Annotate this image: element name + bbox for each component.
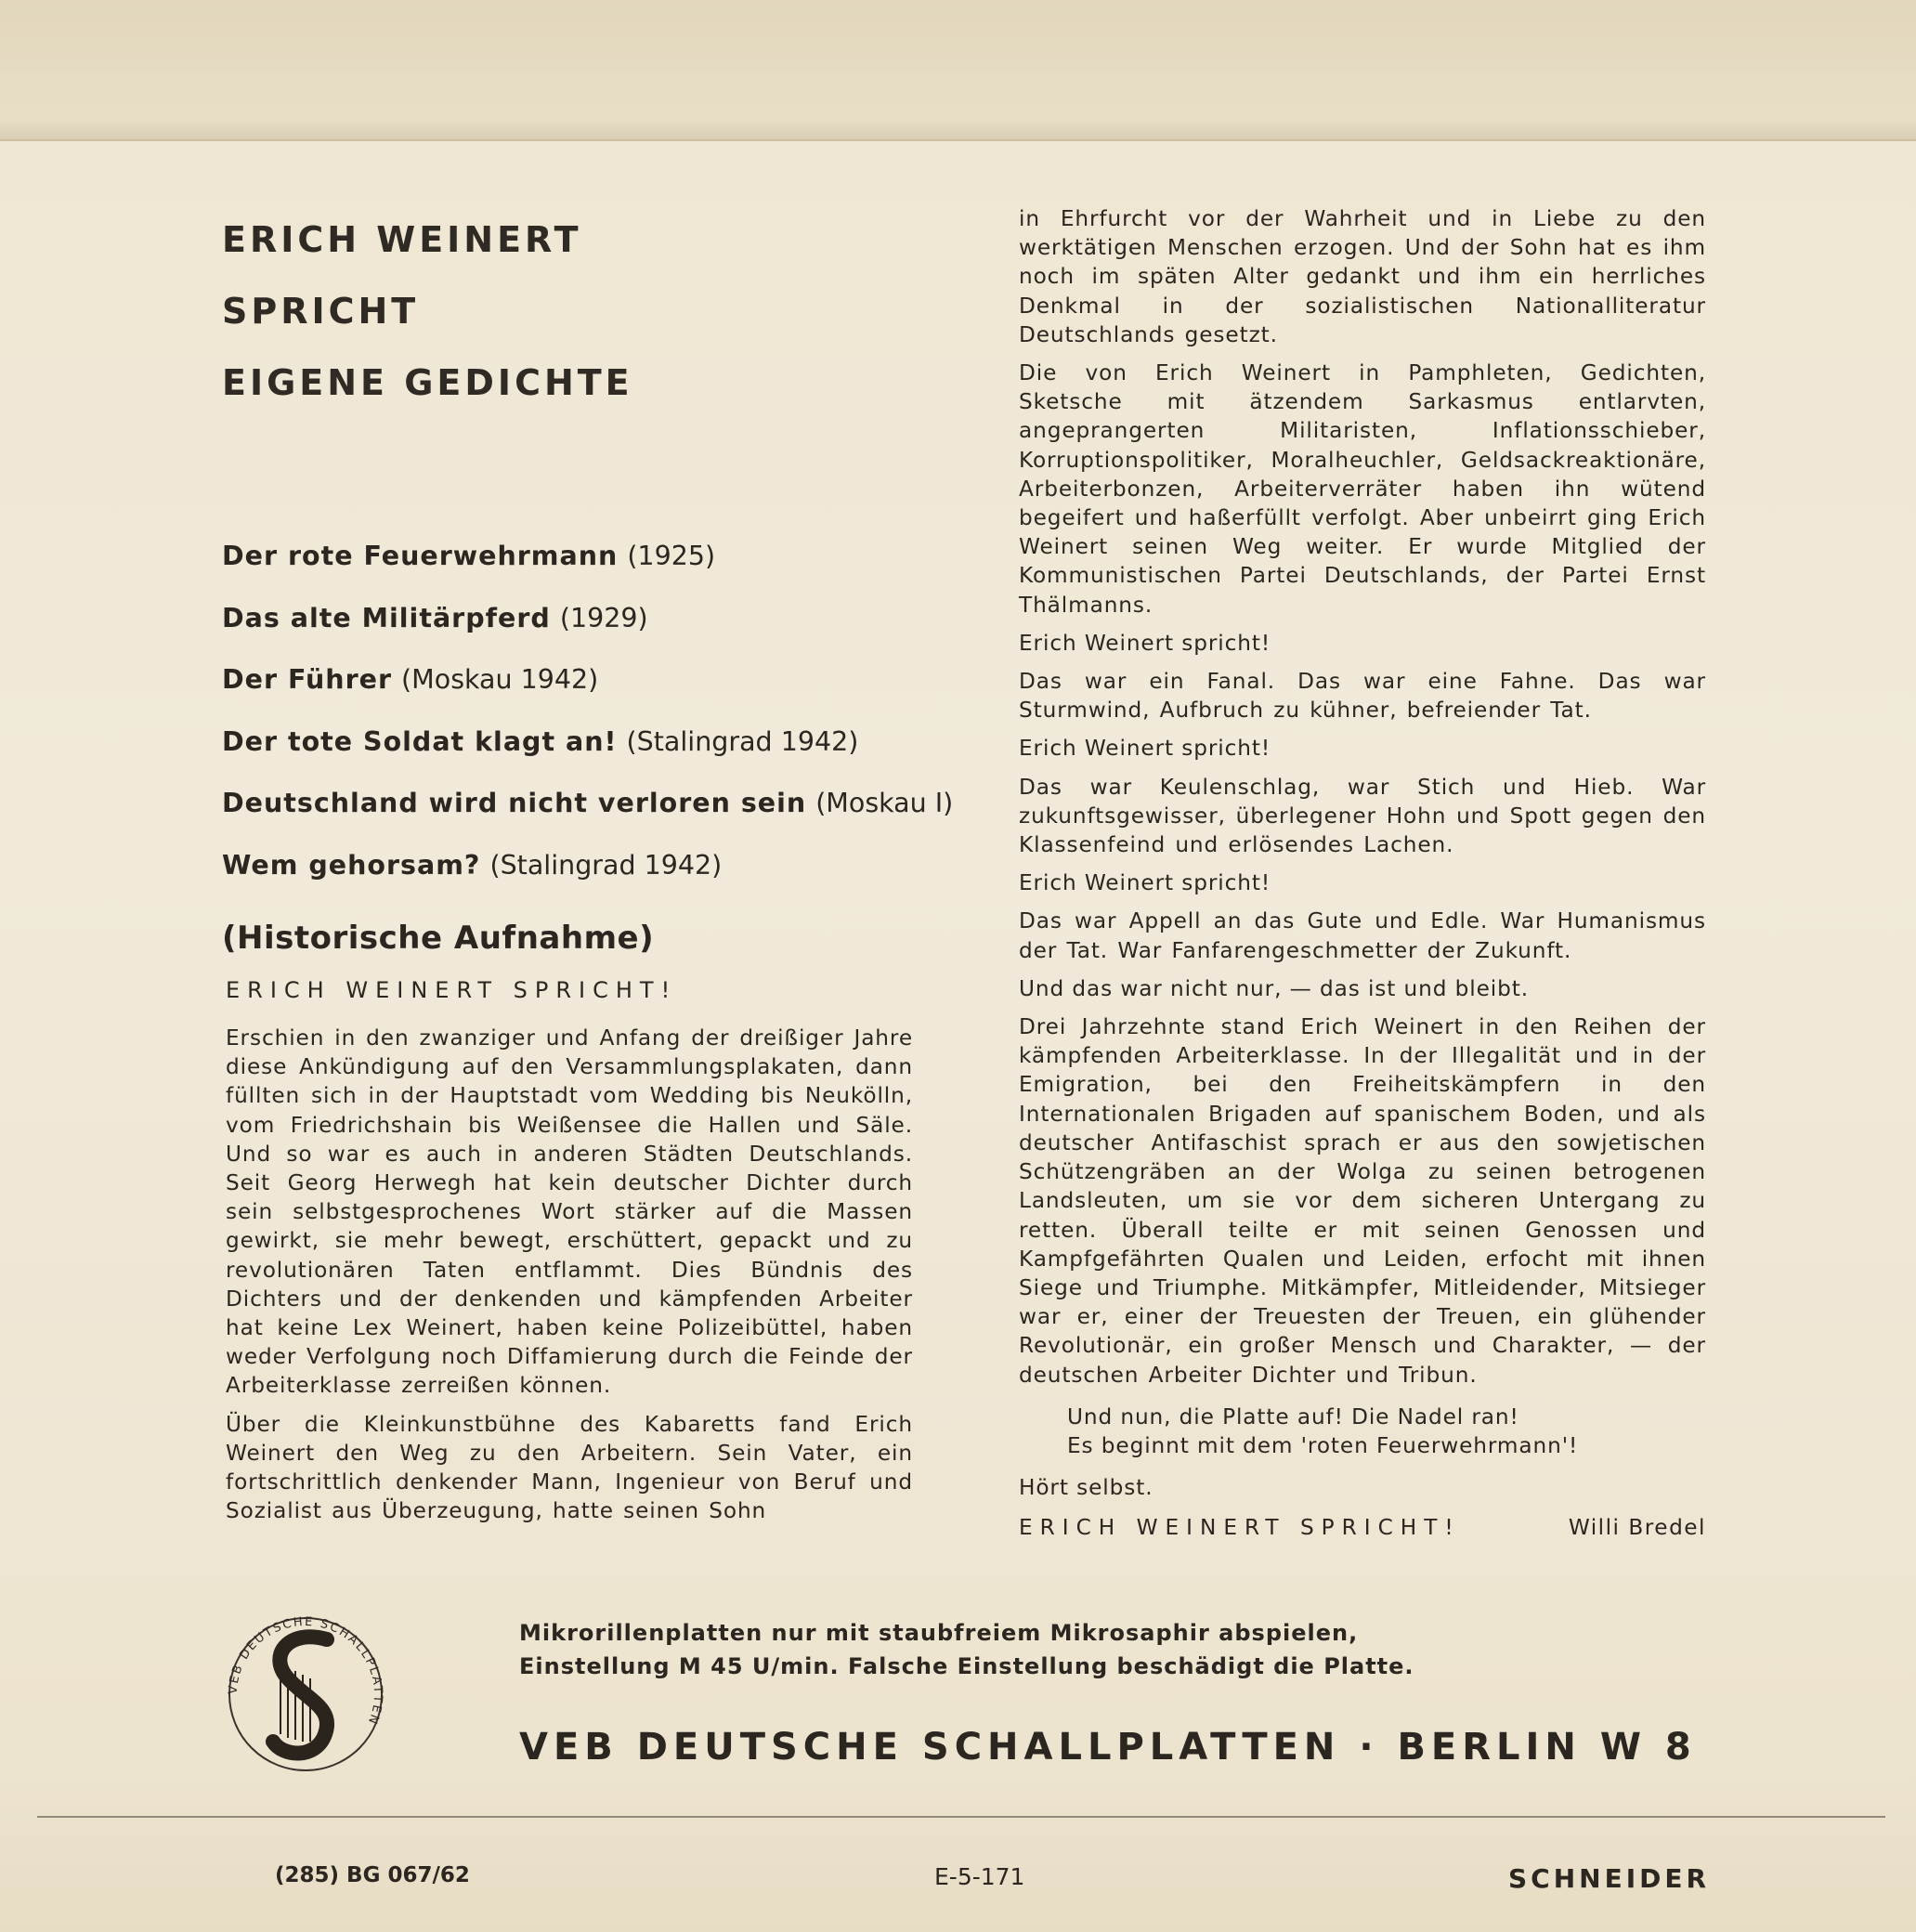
essay-line: Und das war nicht nur, — das ist und bleibt.	[1019, 975, 1529, 1001]
logo-ring-text: VEB DEUTSCHE SCHALLPLATTEN	[226, 1614, 385, 1728]
title-line-2: SPRICHT	[222, 291, 420, 332]
footer-record-number: E-5-171	[934, 1863, 1025, 1890]
essay-paragraph: Über die Kleinkunstbühne des Kabaretts fand Erich Weinert den Weg zu den Arbeitern. Sein Vater, ein fortschrittlich denkender Mann, Ingenieur von Beruf und Sozialist aus Überzeugung, hatte seinen Sohn	[226, 1411, 913, 1524]
essay-paragraph: Das war Keulenschlag, war Stich und Hieb. War zukunftsgewisser, überlegener Hohn und Spott gegen den Klassenfeind und erlösendes Lachen.	[1019, 774, 1706, 858]
essay-right-column	[1019, 204, 1706, 1540]
footer-printer: SCHNEIDER	[1508, 1863, 1711, 1894]
poem-title: Deutschland wird nicht verloren sein	[222, 788, 807, 818]
closing-line: Hört selbst.	[1019, 1475, 1154, 1501]
quote-line: Und nun, die Platte auf! Die Nadel ran!	[1067, 1403, 1519, 1429]
refrain: Erich Weinert spricht!	[1019, 736, 1271, 762]
refrain: Erich Weinert spricht!	[1019, 630, 1271, 656]
essay-paragraph: Das war Appell an das Gute und Edle. War Humanismus der Tat. War Fanfarengeschmetter der Zukunft.	[1019, 908, 1706, 963]
poem-title: Das alte Militärpferd	[222, 602, 551, 633]
poem-list	[222, 534, 984, 905]
poem-title: Der rote Feuerwehrmann	[222, 541, 619, 571]
essay-paragraph: Das war ein Fanal. Das war eine Fahne. Das war Sturmwind, Aufbruch zu kühner, befreiender Tat.	[1019, 669, 1706, 724]
essay-paragraph: in Ehrfurcht vor der Wahrheit und in Liebe zu den werktätigen Menschen erzogen. Und der Sohn hat es ihm noch im späten Alter gedankt und ihm ein herrliches Denkmal in der sozialistischen Nationalliteratur Deutschlands gesetzt.	[1019, 206, 1706, 347]
author-name: Willi Bredel	[1568, 1515, 1706, 1541]
closing-quote	[1067, 1403, 1706, 1460]
essay-paragraph: Erschien in den zwanziger und Anfang der dreißiger Jahre diese Ankündigung auf den Versammlungsplakaten, dann füllten sich in der Hauptstadt vom Wedding bis Neukölln, vom Friedrichshain bis Weißensee die Hallen und Säle. Und so war es auch in anderen Städten Deutschlands. Seit Georg Herwegh hat kein deutscher Dichter durch sein selbstgesprochenes Wort stärker auf die Massen gewirkt, sie mehr bewegt, erschüttert, gepackt und zu revolutionären Taten entflammt. Dies Bündnis des Dichters und der denkenden und kämpfenden Arbeiter hat keine Lex Weinert, haben keine Polizeibüttel, haben weder Verfolgung noch Diffamierung durch die Feinde der Arbeiterklasse zerreißen können.	[226, 1025, 913, 1399]
poem-item	[222, 534, 984, 596]
poem-title: Wem gehorsam?	[222, 849, 481, 881]
label-logo	[223, 1612, 388, 1777]
title-line-1: ERICH WEINERT	[222, 219, 582, 260]
quote-line: Es beginnt mit dem 'roten Feuerwehrmann'!	[1067, 1432, 1579, 1458]
poem-info: (1929)	[559, 602, 648, 633]
historic-note: (Historische Aufnahme)	[222, 920, 655, 957]
poem-info: (Stalingrad 1942)	[626, 725, 859, 757]
essay-left-column	[226, 1024, 913, 1534]
poem-item	[222, 843, 984, 906]
essay-paragraph: Die von Erich Weinert in Pamphleten, Gedichten, Sketsche mit ätzendem Sarkasmus entlarvten, angeprangerten Militaristen, Inflationsschieber, Korruptionspolitiker, Moralheuchler, Geldsackreaktionäre, Arbeiterbonzen, Arbeiterverräter haben ihn wütend begeifert und haßerfüllt verfolgt. Aber unbeirrt ging Erich Weinert seinen Weg weiter. Er wurde Mitglied der Kommunistischen Partei Deutschlands, der Partei Ernst Thälmanns.	[1019, 360, 1706, 618]
poem-item	[222, 658, 984, 720]
poem-info: (Stalingrad 1942)	[489, 849, 723, 881]
notice-line: Einstellung M 45 U/min. Falsche Einstellung beschädigt die Platte.	[519, 1653, 1414, 1679]
signoff: ERICH WEINERT SPRICHT!	[1019, 1515, 1461, 1541]
essay-paragraph: Drei Jahrzehnte stand Erich Weinert in den Reihen der kämpfenden Arbeiterklasse. In der Illegalität und in der Emigration, bei den Freiheitskämpfern in den Internationalen Brigaden auf spanischem Boden, und als deutscher Antifaschist sprach er aus den sowjetischen Schützengräben an der Wolga zu seinen betrogenen Landsleuten, um sie vor dem sicheren Untergang zu retten. Überall teilte er mit seinen Genossen und Kampfgefährten Qualen und Leiden, erfocht mit ihnen Siege und Triumphe. Mitkämpfer, Mitleidender, Mitsieger war er, einer der Treuesten der Treuen, ein glühender Revolutionär, ein großer Mensch und Charakter, — der deutschen Arbeiter Dichter und Tribun.	[1019, 1014, 1706, 1388]
signature-row	[1019, 1515, 1706, 1540]
playback-notice	[519, 1616, 1448, 1683]
title-block	[222, 204, 914, 419]
poem-info: (Moskau I)	[815, 788, 954, 818]
footer-catalog-code: (285) BG 067/62	[275, 1863, 470, 1887]
poem-info: (1925)	[627, 541, 716, 571]
top-flap	[0, 0, 1916, 141]
notice-line: Mikrorillenplatten nur mit staubfreiem Mikrosaphir abspielen,	[519, 1620, 1359, 1646]
poem-item	[222, 596, 984, 659]
essay-heading: ERICH WEINERT SPRICHT!	[226, 977, 678, 1003]
poem-item	[222, 720, 984, 782]
refrain: Erich Weinert spricht!	[1019, 870, 1271, 896]
poem-item	[222, 781, 984, 843]
fold-line	[37, 1816, 1885, 1818]
publisher-name: VEB DEUTSCHE SCHALLPLATTEN · BERLIN W 8	[519, 1726, 1697, 1769]
title-line-3: EIGENE GEDICHTE	[222, 362, 633, 403]
poem-info: (Moskau 1942)	[401, 664, 599, 695]
poem-title: Der Führer	[222, 664, 393, 695]
poem-title: Der tote Soldat klagt an!	[222, 725, 618, 757]
